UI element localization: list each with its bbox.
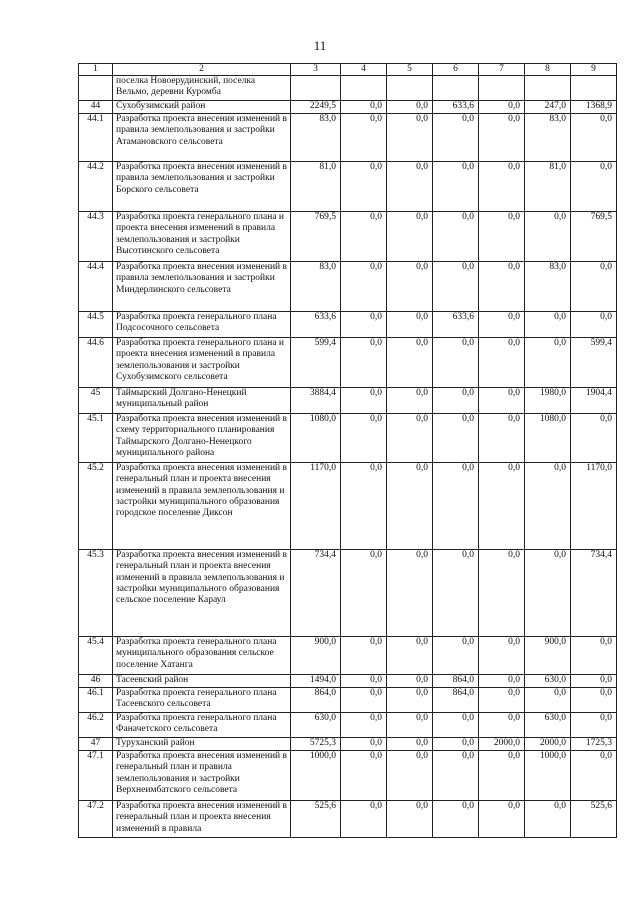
value-cell: 0,0	[341, 463, 387, 550]
value-cell: 2000,0	[479, 738, 525, 751]
value-cell: 0,0	[433, 262, 479, 312]
value-cell: 0,0	[341, 801, 387, 838]
table-row	[79, 76, 617, 101]
value-cell: 0,0	[433, 550, 479, 637]
value-cell: 0,0	[341, 262, 387, 312]
value-cell: 0,0	[341, 162, 387, 212]
column-header: 7	[479, 64, 525, 76]
value-cell: 0,0	[433, 414, 479, 463]
value-cell: 864,0	[433, 675, 479, 688]
table-row	[79, 801, 617, 838]
value-cell: 599,4	[571, 338, 617, 388]
value-cell: 0,0	[341, 738, 387, 751]
value-cell: 0,0	[387, 550, 433, 637]
value-cell: 0,0	[387, 262, 433, 312]
table-row	[79, 550, 617, 637]
value-cell: 769,5	[291, 212, 341, 262]
value-cell: 0,0	[525, 801, 571, 838]
column-header: 2	[113, 64, 291, 76]
table-row	[79, 675, 617, 688]
table-row	[79, 262, 617, 312]
value-cell: 734,4	[291, 550, 341, 637]
value-cell: 0,0	[341, 101, 387, 114]
value-cell: 0,0	[387, 414, 433, 463]
table-row	[79, 114, 617, 162]
value-cell: 83,0	[525, 262, 571, 312]
value-cell: 0,0	[479, 675, 525, 688]
value-cell: 900,0	[291, 637, 341, 675]
row-name-cell: Разработка проекта внесения изменений в правила землепользования и застройки Атамановского сельсовета	[113, 114, 291, 162]
value-cell: 0,0	[341, 114, 387, 162]
value-cell: 0,0	[387, 114, 433, 162]
value-cell: 633,6	[291, 312, 341, 338]
value-cell: 1080,0	[291, 414, 341, 463]
row-number-cell: 45.1	[79, 414, 113, 463]
value-cell: 0,0	[525, 550, 571, 637]
value-cell: 630,0	[525, 675, 571, 688]
value-cell: 0,0	[341, 688, 387, 713]
row-name-cell: Разработка проекта внесения изменений в генеральный план и проекта внесения изменений в правила землепользования и застройки муниципального образования городское поселение Диксон	[113, 463, 291, 550]
value-cell: 1080,0	[525, 414, 571, 463]
value-cell: 0,0	[433, 162, 479, 212]
value-cell: 0,0	[433, 114, 479, 162]
table-row	[79, 101, 617, 114]
value-cell: 0,0	[525, 688, 571, 713]
column-header: 3	[291, 64, 341, 76]
value-cell: 1000,0	[291, 751, 341, 801]
row-number-cell: 47.1	[79, 751, 113, 801]
value-cell: 0,0	[479, 688, 525, 713]
value-cell: 0,0	[387, 338, 433, 388]
value-cell: 633,6	[433, 312, 479, 338]
value-cell	[525, 76, 571, 101]
table-row	[79, 388, 617, 414]
row-name-cell: Сухобузимский район	[113, 101, 291, 114]
value-cell: 0,0	[387, 688, 433, 713]
row-name-cell: Разработка проекта внесения изменений в схему территориального планирования Таймырского Долгано-Ненецкого муниципального района	[113, 414, 291, 463]
budget-table	[78, 63, 617, 838]
value-cell: 0,0	[479, 637, 525, 675]
value-cell: 0,0	[571, 312, 617, 338]
value-cell: 864,0	[433, 688, 479, 713]
value-cell: 0,0	[341, 312, 387, 338]
column-header: 5	[387, 64, 433, 76]
value-cell: 0,0	[571, 688, 617, 713]
value-cell: 630,0	[291, 713, 341, 738]
row-number-cell: 47	[79, 738, 113, 751]
row-number-cell: 44.1	[79, 114, 113, 162]
table-row	[79, 713, 617, 738]
value-cell: 0,0	[479, 713, 525, 738]
value-cell: 0,0	[479, 414, 525, 463]
value-cell: 1980,0	[525, 388, 571, 414]
value-cell: 0,0	[433, 212, 479, 262]
row-name-cell: Разработка проекта генерального плана Тасеевского сельсовета	[113, 688, 291, 713]
row-number-cell: 44.5	[79, 312, 113, 338]
value-cell: 0,0	[479, 162, 525, 212]
value-cell: 864,0	[291, 688, 341, 713]
row-name-cell: Тасеевский район	[113, 675, 291, 688]
value-cell: 5725,3	[291, 738, 341, 751]
table-row	[79, 688, 617, 713]
row-number-cell: 44.2	[79, 162, 113, 212]
value-cell: 0,0	[433, 751, 479, 801]
row-name-cell: Разработка проекта внесения изменений в генеральный план и проекта внесения изменений в правила землепользования и застройки муниципального образования сельское поселение Караул	[113, 550, 291, 637]
value-cell: 0,0	[433, 463, 479, 550]
row-name-cell: Разработка проекта генерального плана муниципального образования сельское поселение Хатанга	[113, 637, 291, 675]
row-number-cell: 45	[79, 388, 113, 414]
value-cell: 769,5	[571, 212, 617, 262]
value-cell: 0,0	[341, 751, 387, 801]
column-header: 6	[433, 64, 479, 76]
value-cell: 0,0	[479, 114, 525, 162]
value-cell: 0,0	[571, 114, 617, 162]
value-cell: 0,0	[341, 550, 387, 637]
value-cell: 0,0	[479, 262, 525, 312]
row-number-cell: 45.2	[79, 463, 113, 550]
row-number-cell: 47.2	[79, 801, 113, 838]
value-cell: 81,0	[525, 162, 571, 212]
page-number: 11	[313, 38, 327, 53]
value-cell: 0,0	[571, 675, 617, 688]
value-cell: 83,0	[525, 114, 571, 162]
value-cell	[479, 76, 525, 101]
value-cell: 633,6	[433, 101, 479, 114]
row-number-cell: 44.6	[79, 338, 113, 388]
row-name-cell: поселка Новоерудинский, поселка Вельмо, деревни Куромба	[113, 76, 291, 101]
row-number-cell: 46.1	[79, 688, 113, 713]
row-name-cell: Таймырский Долгано-Ненецкий муниципальный район	[113, 388, 291, 414]
value-cell: 734,4	[571, 550, 617, 637]
value-cell: 3884,4	[291, 388, 341, 414]
value-cell: 0,0	[479, 101, 525, 114]
value-cell: 0,0	[387, 463, 433, 550]
table-header-row	[79, 64, 617, 76]
value-cell: 0,0	[571, 751, 617, 801]
value-cell: 2249,5	[291, 101, 341, 114]
value-cell: 0,0	[387, 212, 433, 262]
value-cell: 0,0	[341, 212, 387, 262]
value-cell: 0,0	[479, 388, 525, 414]
value-cell: 1904,4	[571, 388, 617, 414]
row-number-cell: 45.4	[79, 637, 113, 675]
value-cell: 0,0	[387, 162, 433, 212]
column-header: 8	[525, 64, 571, 76]
row-number-cell	[79, 76, 113, 101]
value-cell: 2000,0	[525, 738, 571, 751]
row-name-cell: Разработка проекта внесения изменений в генеральный план и правила землепользования и застройки Верхнеимбатского сельсовета	[113, 751, 291, 801]
row-number-cell: 46	[79, 675, 113, 688]
value-cell: 0,0	[525, 212, 571, 262]
value-cell: 0,0	[525, 463, 571, 550]
row-name-cell: Разработка проекта внесения изменений в правила землепользования и застройки Борского сельсовета	[113, 162, 291, 212]
table-row	[79, 414, 617, 463]
value-cell: 630,0	[525, 713, 571, 738]
value-cell: 0,0	[341, 338, 387, 388]
row-name-cell: Разработка проекта генерального плана и проекта внесения изменений в правила землепользования и застройки Сухобузимского сельсовета	[113, 338, 291, 388]
value-cell: 0,0	[341, 675, 387, 688]
value-cell: 247,0	[525, 101, 571, 114]
value-cell: 900,0	[525, 637, 571, 675]
column-header: 9	[571, 64, 617, 76]
value-cell: 0,0	[479, 801, 525, 838]
value-cell: 0,0	[571, 162, 617, 212]
value-cell: 0,0	[571, 262, 617, 312]
value-cell: 0,0	[387, 801, 433, 838]
value-cell: 0,0	[341, 637, 387, 675]
table-row	[79, 738, 617, 751]
value-cell	[341, 76, 387, 101]
value-cell: 83,0	[291, 114, 341, 162]
value-cell: 1170,0	[571, 463, 617, 550]
row-name-cell: Разработка проекта генерального плана Фаначетского сельсовета	[113, 713, 291, 738]
value-cell: 0,0	[433, 738, 479, 751]
value-cell: 0,0	[387, 738, 433, 751]
column-header: 4	[341, 64, 387, 76]
value-cell: 0,0	[433, 801, 479, 838]
value-cell: 0,0	[387, 675, 433, 688]
value-cell: 0,0	[479, 751, 525, 801]
value-cell	[387, 76, 433, 101]
value-cell: 0,0	[571, 713, 617, 738]
value-cell: 525,6	[571, 801, 617, 838]
value-cell: 0,0	[387, 751, 433, 801]
value-cell: 0,0	[479, 550, 525, 637]
row-number-cell: 44	[79, 101, 113, 114]
value-cell: 0,0	[571, 414, 617, 463]
table-row	[79, 751, 617, 801]
row-name-cell: Разработка проекта внесения изменений в генеральный план и проекта внесения изменений в правила	[113, 801, 291, 838]
value-cell: 525,6	[291, 801, 341, 838]
value-cell: 0,0	[433, 338, 479, 388]
value-cell: 81,0	[291, 162, 341, 212]
table-row	[79, 338, 617, 388]
table-row	[79, 212, 617, 262]
value-cell: 1368,9	[571, 101, 617, 114]
value-cell: 0,0	[341, 388, 387, 414]
value-cell: 0,0	[525, 338, 571, 388]
value-cell: 0,0	[387, 713, 433, 738]
row-number-cell: 44.3	[79, 212, 113, 262]
table-row	[79, 312, 617, 338]
value-cell: 0,0	[479, 463, 525, 550]
value-cell: 0,0	[571, 637, 617, 675]
value-cell: 0,0	[387, 637, 433, 675]
value-cell: 0,0	[433, 637, 479, 675]
row-number-cell: 45.3	[79, 550, 113, 637]
value-cell: 0,0	[479, 312, 525, 338]
value-cell: 1725,3	[571, 738, 617, 751]
value-cell: 1170,0	[291, 463, 341, 550]
value-cell: 0,0	[341, 414, 387, 463]
value-cell: 0,0	[387, 388, 433, 414]
value-cell: 0,0	[433, 388, 479, 414]
value-cell: 0,0	[387, 312, 433, 338]
row-name-cell: Разработка проекта генерального плана Подсосочного сельсовета	[113, 312, 291, 338]
value-cell: 599,4	[291, 338, 341, 388]
value-cell	[433, 76, 479, 101]
value-cell: 0,0	[525, 312, 571, 338]
table-row	[79, 162, 617, 212]
value-cell: 83,0	[291, 262, 341, 312]
row-number-cell: 44.4	[79, 262, 113, 312]
row-number-cell: 46.2	[79, 713, 113, 738]
value-cell: 0,0	[387, 101, 433, 114]
column-header: 1	[79, 64, 113, 76]
value-cell: 0,0	[433, 713, 479, 738]
value-cell	[291, 76, 341, 101]
table-row	[79, 637, 617, 675]
value-cell	[571, 76, 617, 101]
value-cell: 0,0	[479, 338, 525, 388]
value-cell: 1494,0	[291, 675, 341, 688]
row-name-cell: Туруханский район	[113, 738, 291, 751]
row-name-cell: Разработка проекта генерального плана и проекта внесения изменений в правила землепользования и застройки Высотинского сельсовета	[113, 212, 291, 262]
value-cell: 1000,0	[525, 751, 571, 801]
value-cell: 0,0	[341, 713, 387, 738]
value-cell: 0,0	[479, 212, 525, 262]
row-name-cell: Разработка проекта внесения изменений в правила землепользования и застройки Миндерлинского сельсовета	[113, 262, 291, 312]
table-row	[79, 463, 617, 550]
